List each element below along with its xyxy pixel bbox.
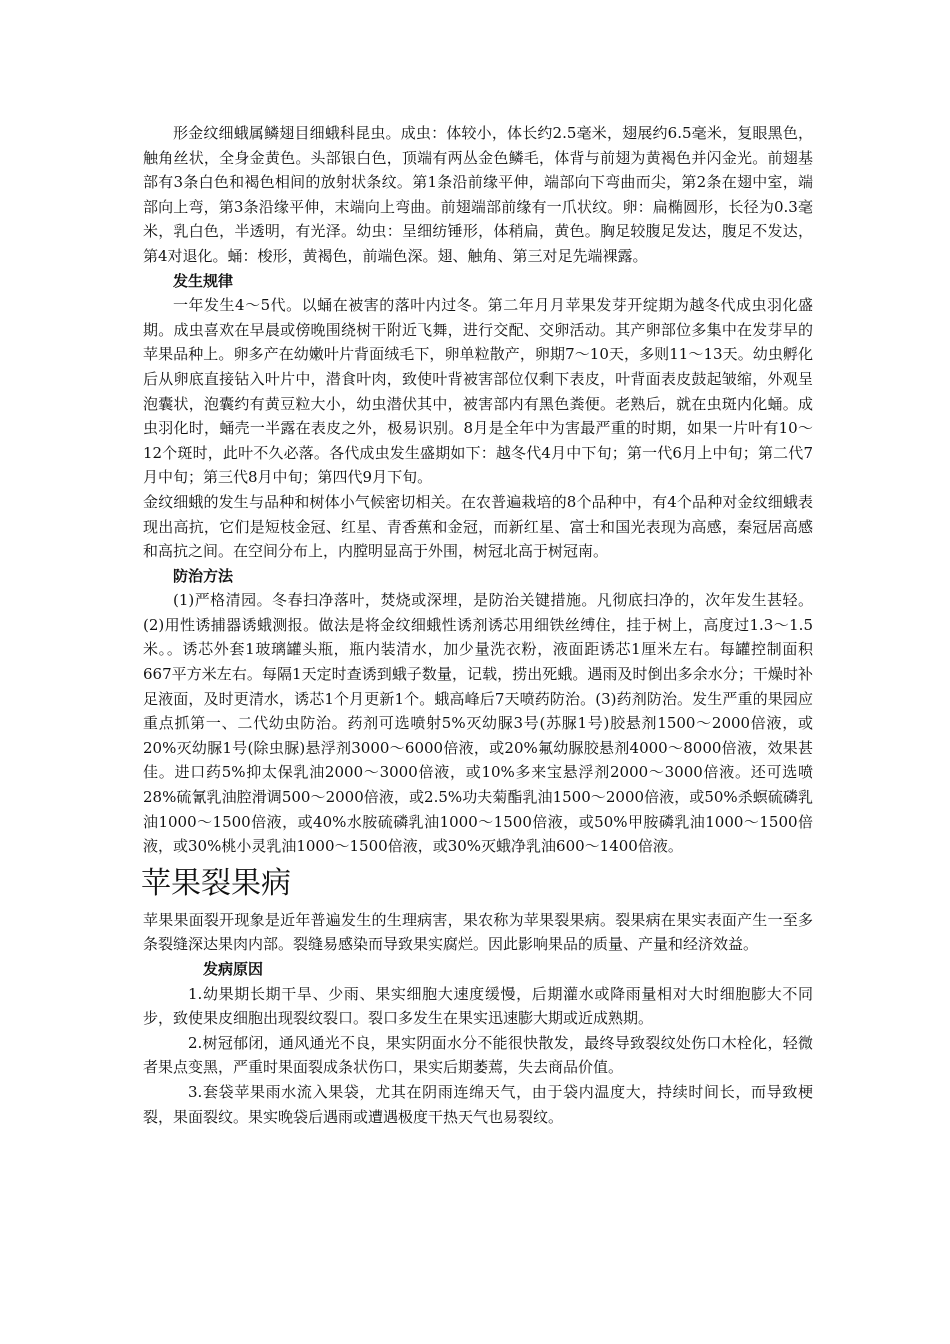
fruit-cracking-section-title: 苹果裂果病 [141,865,291,901]
fruit-cracking-intro-paragraph: 苹果果面裂开现象是近年普遍发生的生理病害，果农称为苹果裂果病。裂果病在果实表面产生一至多条裂缝深达果肉内部。裂缝易感染而导致果实腐烂。因此影响果品的质量、产量和经济效益。 [143,910,813,954]
control-methods-heading: 防治方法 [173,566,234,585]
occurrence-pattern-paragraph: 一年发生4～5代。以蛹在被害的落叶内过冬。第二年月月苹果发芽开绽期为越冬代成虫羽化盛期。成虫喜欢在早晨或傍晚围绕树干附近飞舞，进行交配、交卵活动。其产卵部位多集中在发芽早的苹果品种上。卵多产在幼嫩叶片背面绒毛下，卵单粒散产，卵期7～10天，多则11～13天。幼虫孵化后从卵底直接钻入叶片中，潜食叶肉，致使叶背被害部位仅剩下表皮，叶背面表皮鼓起皱缩，外观呈泡囊状，泡囊约有黄豆粒大小，幼虫潜伏其中，被害部内有黑色粪便。老熟后，就在虫斑内化蛹。成虫羽化时，蛹壳一半露在表皮之外，极易识别。8月是全年中为害最严重的时期，如果一片叶有10～12个斑时，此叶不久必落。各代成虫发生盛期如下：越冬代4月中下旬；第一代6月上中旬；第二代7月中旬；第三代8月中旬；第四代9月下旬。 [143,296,813,487]
document-page [143,121,813,1129]
pest-description-paragraph: 形金纹细蛾属鳞翅目细蛾科昆虫。成虫：体较小，体长约2.5毫米，翅展约6.5毫米，复眼黑色，触角丝状，全身金黄色。头部银白色，顶端有两丛金色鳞毛，体背与前翅为黄褐色并闪金光。前翅基部有3条白色和褐色相间的放射状条纹。第1条沿前缘平伸，端部向下弯曲而尖，第2条在翅中室，端部向上弯，第3条沿缘平伸，末端向上弯曲。前翅端部前缘有一爪状纹。卵：扁椭圆形，长径为0.3毫米，乳白色，半透明，有光泽。幼虫：呈细纺锤形，体稍扁，黄色。胸足较腹足发达，腹足不发达，第4对退化。蛹：梭形，黄褐色，前端色深。翅、触角、第三对足先端裸露。 [143,124,813,265]
occurrence-pattern-heading: 发生规律 [173,271,234,290]
cause-item-3: 3.套袋苹果雨水流入果袋，尤其在阴雨连绵天气，由于袋内温度大，持续时间长，而导致梗裂，果面裂纹。果实晚袋后遇雨或遭遇极度干热天气也易裂纹。 [143,1082,813,1126]
control-methods-paragraph: (1)严格清园。冬春扫净落叶，焚烧或深埋，是防治关键措施。凡彻底扫净的，次年发生甚轻。(2)用性诱捕器诱蛾测报。做法是将金纹细蛾性诱剂诱芯用细铁丝缚住，挂于树上，高度过1.3～1.5米。。诱芯外套1玻璃罐头瓶，瓶内装清水，加少量洗衣粉，液面距诱芯1厘米左右。每罐控制面积667平方米左右。每隔1天定时查诱到蛾子数量，记载，捞出死蛾。遇雨及时倒出多余水分；干燥时补足液面，及时更清水，诱芯1个月更新1个。蛾高峰后7天喷药防治。(3)药剂防治。发生严重的果园应重点抓第一、二代幼虫防治。药剂可选喷射5%灭幼脲3号(苏脲1号)胶悬剂1500～2000倍液，或20%灭幼脲1号(除虫脲)悬浮剂3000～6000倍液，或20%氟幼脲胶悬剂4000～8000倍液，效果甚佳。进口药5%抑太保乳油2000～3000倍液，或10%多来宝悬浮剂2000～3000倍液。还可选喷28%硫氰乳油腔滑调500～2000倍液，或2.5%功夫菊酯乳油1500～2000倍液，或50%杀螟硫磷乳油1000～1500倍液，或40%水胺硫磷乳油1000～1500倍液，或50%甲胺磷乳油1000～1500倍液，或30%桃小灵乳油1000～1500倍液，或30%灭蛾净乳油600～1400倍液。 [143,591,813,856]
cause-item-2: 2.树冠郁闭，通风通光不良，果实阴面水分不能很快散发，最终导致裂纹处伤口木栓化，轻微者果点变黑，严重时果面裂成条状伤口，果实后期萎蔫，失去商品价值。 [143,1033,813,1077]
disease-cause-heading: 发病原因 [203,960,264,978]
variety-resistance-paragraph: 金纹细蛾的发生与品种和树体小气候密切相关。在农普遍栽培的8个品种中，有4个品种对金纹细蛾表现出高抗，它们是短枝金冠、红星、青香蕉和金冠，而新红星、富士和国光表现为高感，秦冠居高感和高抗之间。在空间分布上，内膛明显高于外围，树冠北高于树冠南。 [143,492,813,561]
cause-item-1: 1.幼果期长期干旱、少雨、果实细胞大速度缓慢，后期灌水或降雨量相对大时细胞膨大不同步，致使果皮细胞出现裂纹裂口。裂口多发生在果实迅速膨大期或近成熟期。 [143,984,813,1028]
